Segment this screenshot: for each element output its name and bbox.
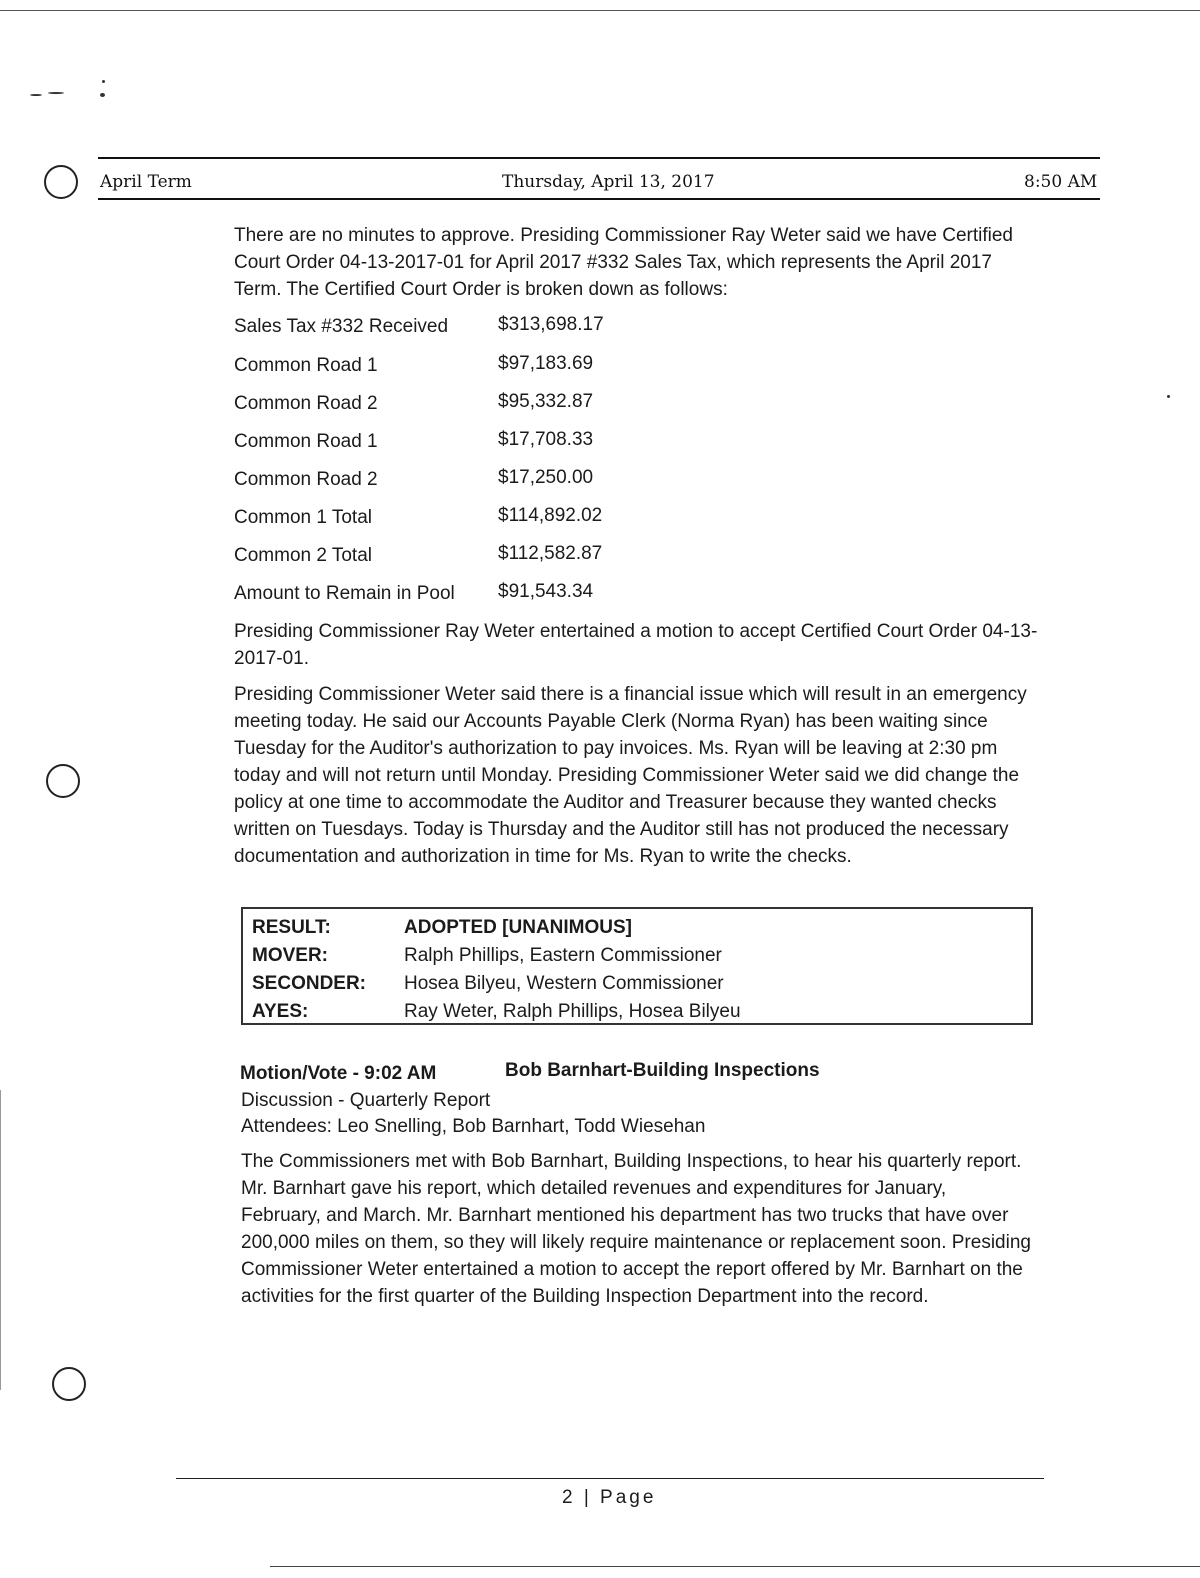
term-label: April Term (100, 172, 192, 192)
scan-speck (100, 93, 105, 97)
footer-rule (176, 1478, 1044, 1479)
vote-ayes-label: AYES: (252, 1001, 309, 1022)
ledger-amount: $95,332.87 (498, 391, 594, 412)
motion-paragraph: Presiding Commissioner Ray Weter entertained a motion to accept Certified Court Order 04-13-2017-01. (234, 621, 1038, 669)
ledger-amount: $114,892.02 (498, 505, 603, 526)
vote-seconder-label: SECONDER: (252, 973, 367, 994)
section-body-paragraph: The Commissioners met with Bob Barnhart, Building Inspections, to hear his quarterly report. Mr. Barnhart gave his report, which detailed revenues and expenditures for January, February, and March. Mr. Barnhart mentioned his department has two trucks that have over 200,000 miles on them, so they will likely require maintenance or replacement soon. Presiding Commissioner Weter entertained a motion to accept the report offered by Mr. Barnhart on the activities for the first quarter of the Building Inspection Department into the record. (241, 1151, 1031, 1307)
header-rule (98, 157, 1100, 159)
attendees-line: Attendees: Leo Snelling, Bob Barnhart, Todd Wiesehan (241, 1116, 706, 1137)
scan-edge-line (0, 1090, 1, 1390)
ledger-amount: $313,698.17 (498, 314, 604, 335)
scan-edge-line (0, 10, 1200, 11)
ledger-label: Common 1 Total (234, 507, 372, 528)
vote-seconder-value: Hosea Bilyeu, Western Commissioner (404, 973, 724, 994)
ledger-amount: $97,183.69 (498, 353, 594, 374)
ledger-label: Common Road 2 (234, 393, 378, 414)
ledger-amount: $17,250.00 (498, 467, 594, 488)
scan-speck (48, 92, 64, 94)
ledger-label: Amount to Remain in Pool (234, 583, 455, 604)
scan-speck (30, 94, 42, 96)
ledger-amount: $17,708.33 (498, 429, 594, 450)
scan-speck (102, 80, 105, 83)
meeting-time: 8:50 AM (1024, 172, 1098, 192)
vote-result-value: ADOPTED [UNANIMOUS] (404, 917, 632, 938)
scan-edge-line (270, 1566, 1200, 1567)
ledger-amount: $91,543.34 (498, 581, 594, 602)
page-number: 2 | Page (562, 1487, 657, 1508)
ledger-label: Common Road 2 (234, 469, 378, 490)
punch-hole (46, 764, 80, 798)
section-title: Bob Barnhart-Building Inspections (505, 1060, 820, 1081)
punch-hole (52, 1367, 86, 1401)
vote-ayes-value: Ray Weter, Ralph Phillips, Hosea Bilyeu (404, 1001, 741, 1022)
scan-speck (1167, 395, 1170, 398)
ledger-amount: $112,582.87 (498, 543, 603, 564)
discussion-line: Discussion - Quarterly Report (241, 1090, 491, 1111)
motion-vote-heading: Motion/Vote - 9:02 AM (240, 1063, 437, 1084)
ledger-label: Common Road 1 (234, 355, 378, 376)
vote-result-label: RESULT: (252, 917, 331, 938)
meeting-date: Thursday, April 13, 2017 (502, 172, 715, 192)
financial-issue-paragraph: Presiding Commissioner Weter said there is a financial issue which will result in an emergency meeting today. He said our Accounts Payable Clerk (Norma Ryan) has been waiting since Tuesday for the Auditor's authorization to pay invoices. Ms. Ryan will be leaving at 2:30 pm today and will not return until Monday. Presiding Commissioner Weter said we did change the policy at one time to accommodate the Auditor and Treasurer because they wanted checks written on Tuesdays. Today is Thursday and the Auditor still has not produced the necessary documentation and authorization in time for Ms. Ryan to write the checks. (234, 684, 1027, 867)
ledger-label: Common 2 Total (234, 545, 372, 566)
vote-mover-value: Ralph Phillips, Eastern Commissioner (404, 945, 722, 966)
ledger-label: Common Road 1 (234, 431, 378, 452)
intro-paragraph: There are no minutes to approve. Presiding Commissioner Ray Weter said we have Certified Court Order 04-13-2017-01 for April 2017 #332 Sales Tax, which represents the April 2017 Term. The Certified Court Order is broken down as follows: (234, 225, 1013, 300)
vote-mover-label: MOVER: (252, 945, 328, 966)
ledger-label: Sales Tax #332 Received (234, 316, 449, 337)
punch-hole (44, 165, 78, 199)
header-rule (98, 198, 1100, 200)
